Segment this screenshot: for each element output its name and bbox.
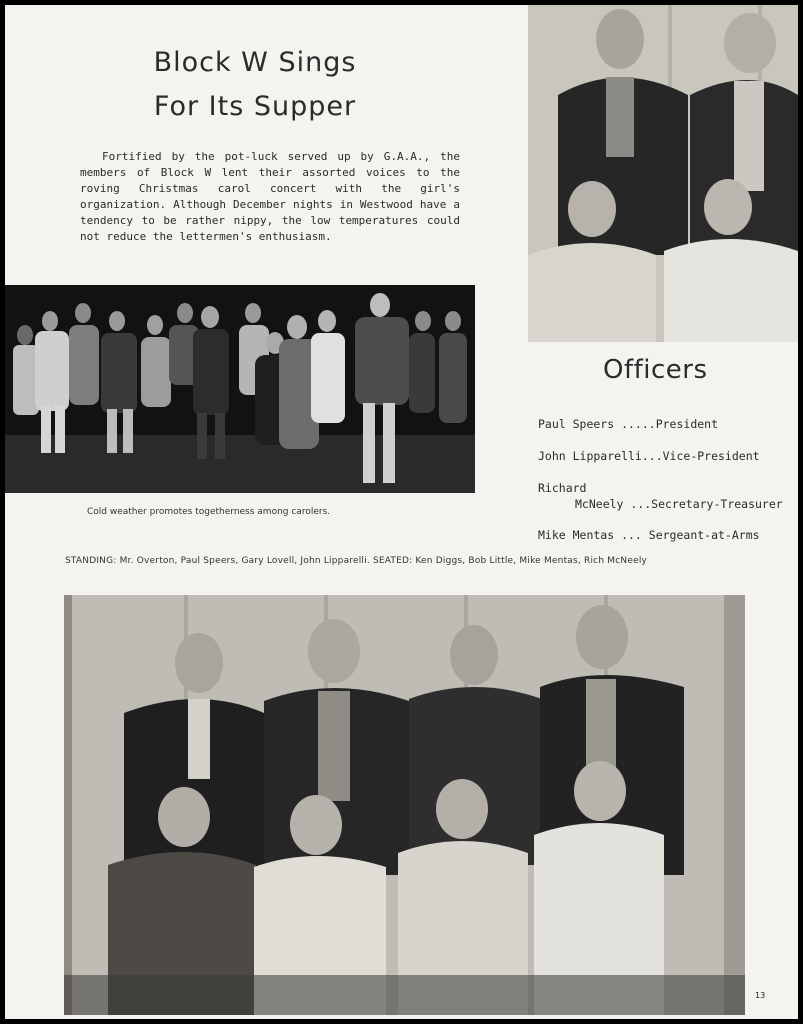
group-photo-caption: STANDING: Mr. Overton, Paul Speers, Gary Lovell, John Lipparelli. SEATED: Ken Diggs, Bob Little, Mike Mentas, Rich McNeely xyxy=(65,556,648,566)
officers-heading: Officers xyxy=(603,355,708,385)
officer-secretary-first-name: Richard xyxy=(538,481,587,495)
officer-vice-president: John Lipparelli...Vice-President xyxy=(538,449,760,463)
officer-secretary-treasurer: McNeely ...Secretary-Treasurer xyxy=(575,497,783,511)
officer-president: Paul Speers .....President xyxy=(538,417,719,431)
officer-sergeant-at-arms: Mike Mentas ... Sergeant-at-Arms xyxy=(538,528,760,542)
yearbook-page xyxy=(5,5,798,1019)
carolers-caption: Cold weather promotes togetherness among carolers. xyxy=(87,507,331,517)
title-line-1: Block W Sings xyxy=(153,47,357,78)
officers-photo xyxy=(528,5,798,342)
page-number: 13 xyxy=(755,991,766,1000)
article-title xyxy=(85,41,425,129)
carolers-photo xyxy=(5,285,475,493)
title-line-2: For Its Supper xyxy=(153,91,357,122)
group-photo xyxy=(64,595,745,1015)
article-body: Fortified by the pot-luck served up by G.A.A., the members of Block W lent their assorted voices to the roving Christmas carol concert with the girl's organization. Although December nights in Westwood have a tendency to be rather nippy, the low temperatures could not reduce the lettermen's enthusiasm. xyxy=(80,150,460,243)
